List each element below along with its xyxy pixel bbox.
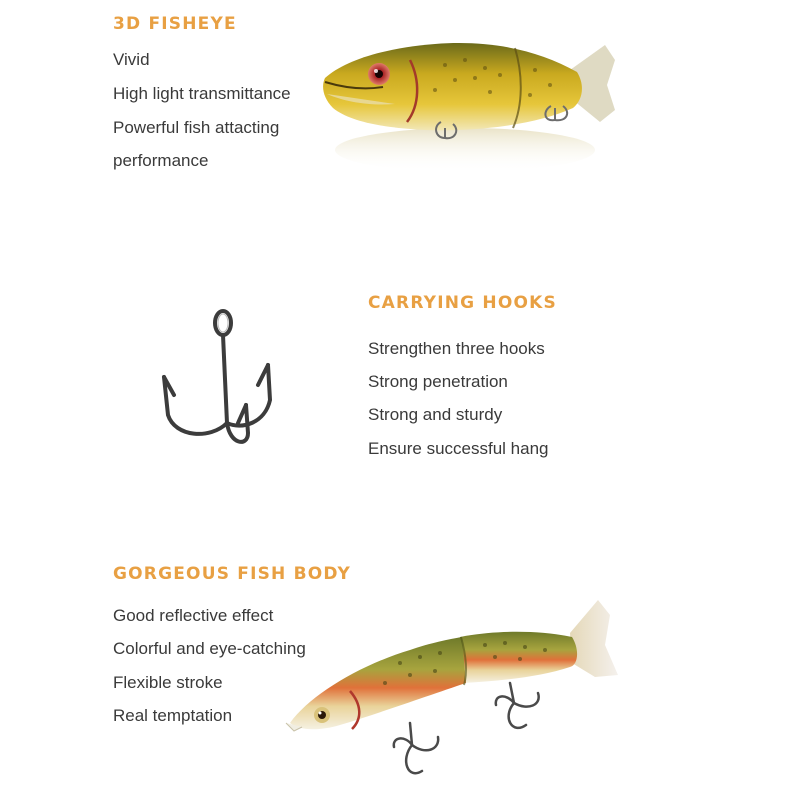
- section-title: GORGEOUS FISH BODY: [113, 564, 352, 584]
- feature-item: High light transmittance: [113, 84, 291, 103]
- feature-item: performance: [113, 151, 209, 170]
- feature-item: Real temptation: [113, 706, 233, 725]
- trout-lure-image: [280, 595, 625, 790]
- feature-item: Good reflective effect: [113, 606, 274, 625]
- feature-item: Powerful fish attacting: [113, 118, 280, 137]
- yellow-bass-lure-image: [315, 30, 625, 190]
- section-title: CARRYING HOOKS: [368, 293, 557, 313]
- section-title: 3D FISHEYE: [113, 14, 237, 34]
- feature-item: Vivid: [113, 50, 150, 69]
- feature-item: Strong and sturdy: [368, 405, 503, 424]
- feature-item: Strong penetration: [368, 372, 508, 391]
- treble-hook-image: [150, 305, 290, 460]
- feature-item: Strengthen three hooks: [368, 339, 545, 358]
- feature-item: Colorful and eye-catching: [113, 639, 306, 658]
- feature-item: Flexible stroke: [113, 673, 223, 692]
- feature-item: Ensure successful hang: [368, 439, 549, 458]
